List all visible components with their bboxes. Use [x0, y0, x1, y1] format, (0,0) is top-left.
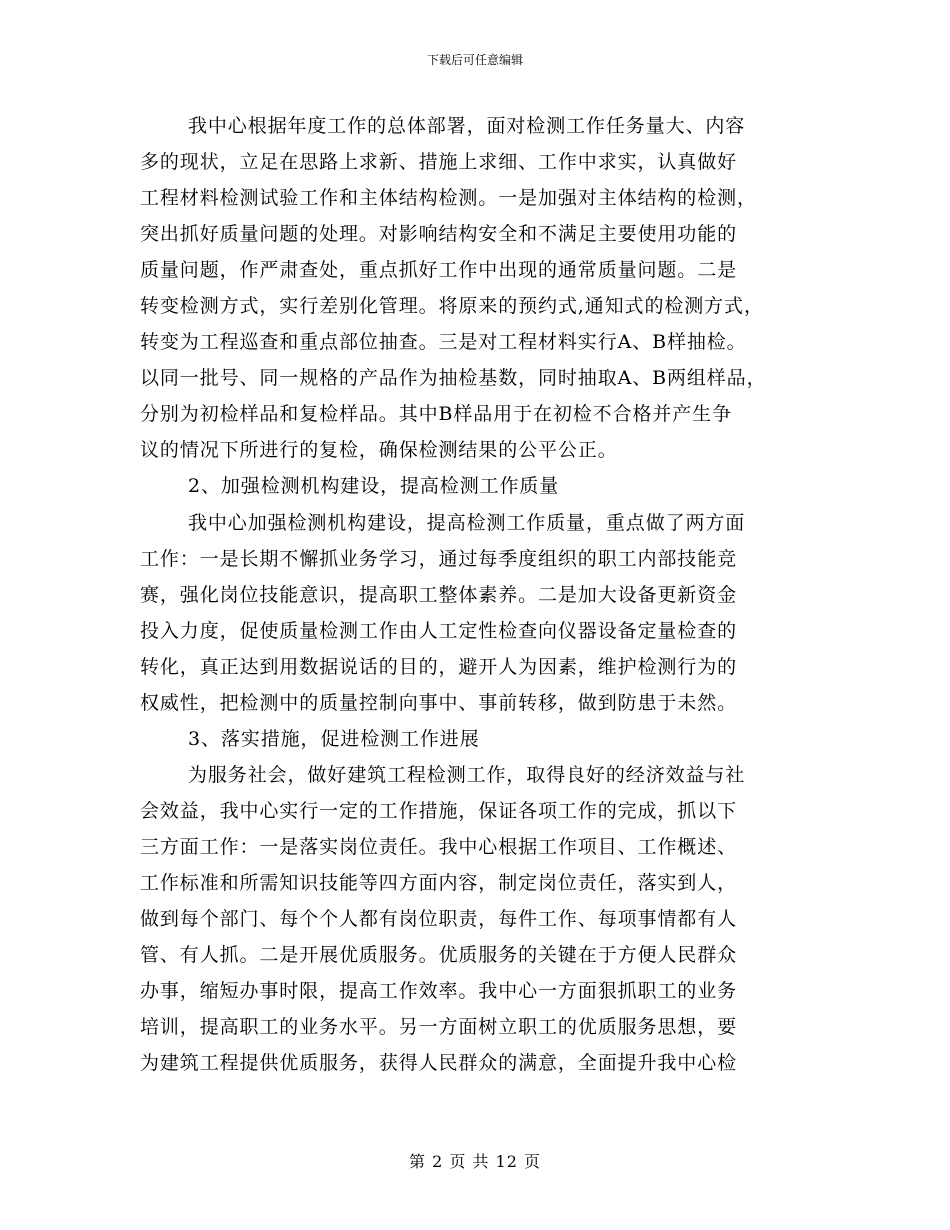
paragraph-line: 工作：一是长期不懈抓业务学习，通过每季度组织的职工内部技能竞 — [140, 547, 738, 570]
paragraph-line: 议的情况下所进行的复检，确保检测结果的公平公正。 — [140, 439, 618, 462]
paragraph-line: 三方面工作：一是落实岗位责任。我中心根据工作项目、工作概述、 — [140, 835, 738, 858]
paragraph-line: 转化，真正达到用数据说话的目的，避开人为因素，维护检测行为的 — [140, 655, 738, 678]
paragraph-line: 转变检测方式，实行差别化管理。将原来的预约式,通知式的检测方式， — [140, 295, 764, 318]
page-footer: 第 2 页 共 12 页 — [409, 1152, 541, 1171]
paragraph-line: 质量问题，作严肃查处，重点抓好工作中出现的通常质量问题。二是 — [140, 259, 738, 282]
paragraph-line: 权威性，把检测中的质量控制向事中、事前转移，做到防患于未然。 — [140, 691, 738, 714]
paragraph-line: 我中心加强检测机构建设，提高检测工作质量，重点做了两方面 — [188, 511, 746, 534]
document-body — [140, 108, 816, 1081]
paragraph-line: 做到每个部门、每个个人都有岗位职责，每件工作、每项事情都有人 — [140, 908, 738, 931]
paragraph-line: 工作标准和所需知识技能等四方面内容，制定岗位责任，落实到人， — [140, 871, 738, 894]
paragraph-line: 以同一批号、同一规格的产品作为抽检基数，同时抽取A、B两组样品， — [140, 367, 767, 390]
paragraph-line: 突出抓好质量问题的处理。对影响结构安全和不满足主要使用功能的 — [140, 223, 738, 246]
paragraph-line: 会效益，我中心实行一定的工作措施，保证各项工作的完成，抓以下 — [140, 799, 738, 822]
paragraph-line: 分别为初检样品和复检样品。其中B样品用于在初检不合格并产生争 — [140, 403, 732, 426]
paragraph-line: 工程材料检测试验工作和主体结构检测。一是加强对主体结构的检测， — [140, 187, 757, 210]
paragraph-line: 为服务社会，做好建筑工程检测工作，取得良好的经济效益与社 — [188, 763, 746, 786]
paragraph-line: 投入力度，促使质量检测工作由人工定性检查向仪器设备定量检查的 — [140, 619, 738, 642]
paragraph-line: 为建筑工程提供优质服务，获得人民群众的满意，全面提升我中心检 — [140, 1052, 738, 1075]
paragraph-line: 办事，缩短办事时限，提高工作效率。我中心一方面狠抓职工的业务 — [140, 980, 738, 1003]
paragraph-line: 多的现状，立足在思路上求新、措施上求细、工作中求实，认真做好 — [140, 151, 738, 174]
page-header: 下载后可任意编辑 — [426, 53, 523, 67]
section-heading: 3、落实措施，促进检测工作进展 — [188, 727, 480, 750]
paragraph-line: 转变为工程巡查和重点部位抽查。三是对工程材料实行A、B样抽检。 — [140, 331, 747, 354]
section-heading: 2、加强检测机构建设，提高检测工作质量 — [188, 475, 560, 498]
paragraph-line: 我中心根据年度工作的总体部署，面对检测工作任务量大、内容 — [188, 115, 746, 137]
paragraph-line: 管、有人抓。二是开展优质服务。优质服务的关键在于方便人民群众 — [140, 944, 738, 967]
paragraph-line: 赛，强化岗位技能意识，提高职工整体素养。二是加大设备更新资金 — [140, 583, 738, 606]
paragraph-line: 培训，提高职工的业务水平。另一方面树立职工的优质服务思想，要 — [140, 1016, 738, 1039]
